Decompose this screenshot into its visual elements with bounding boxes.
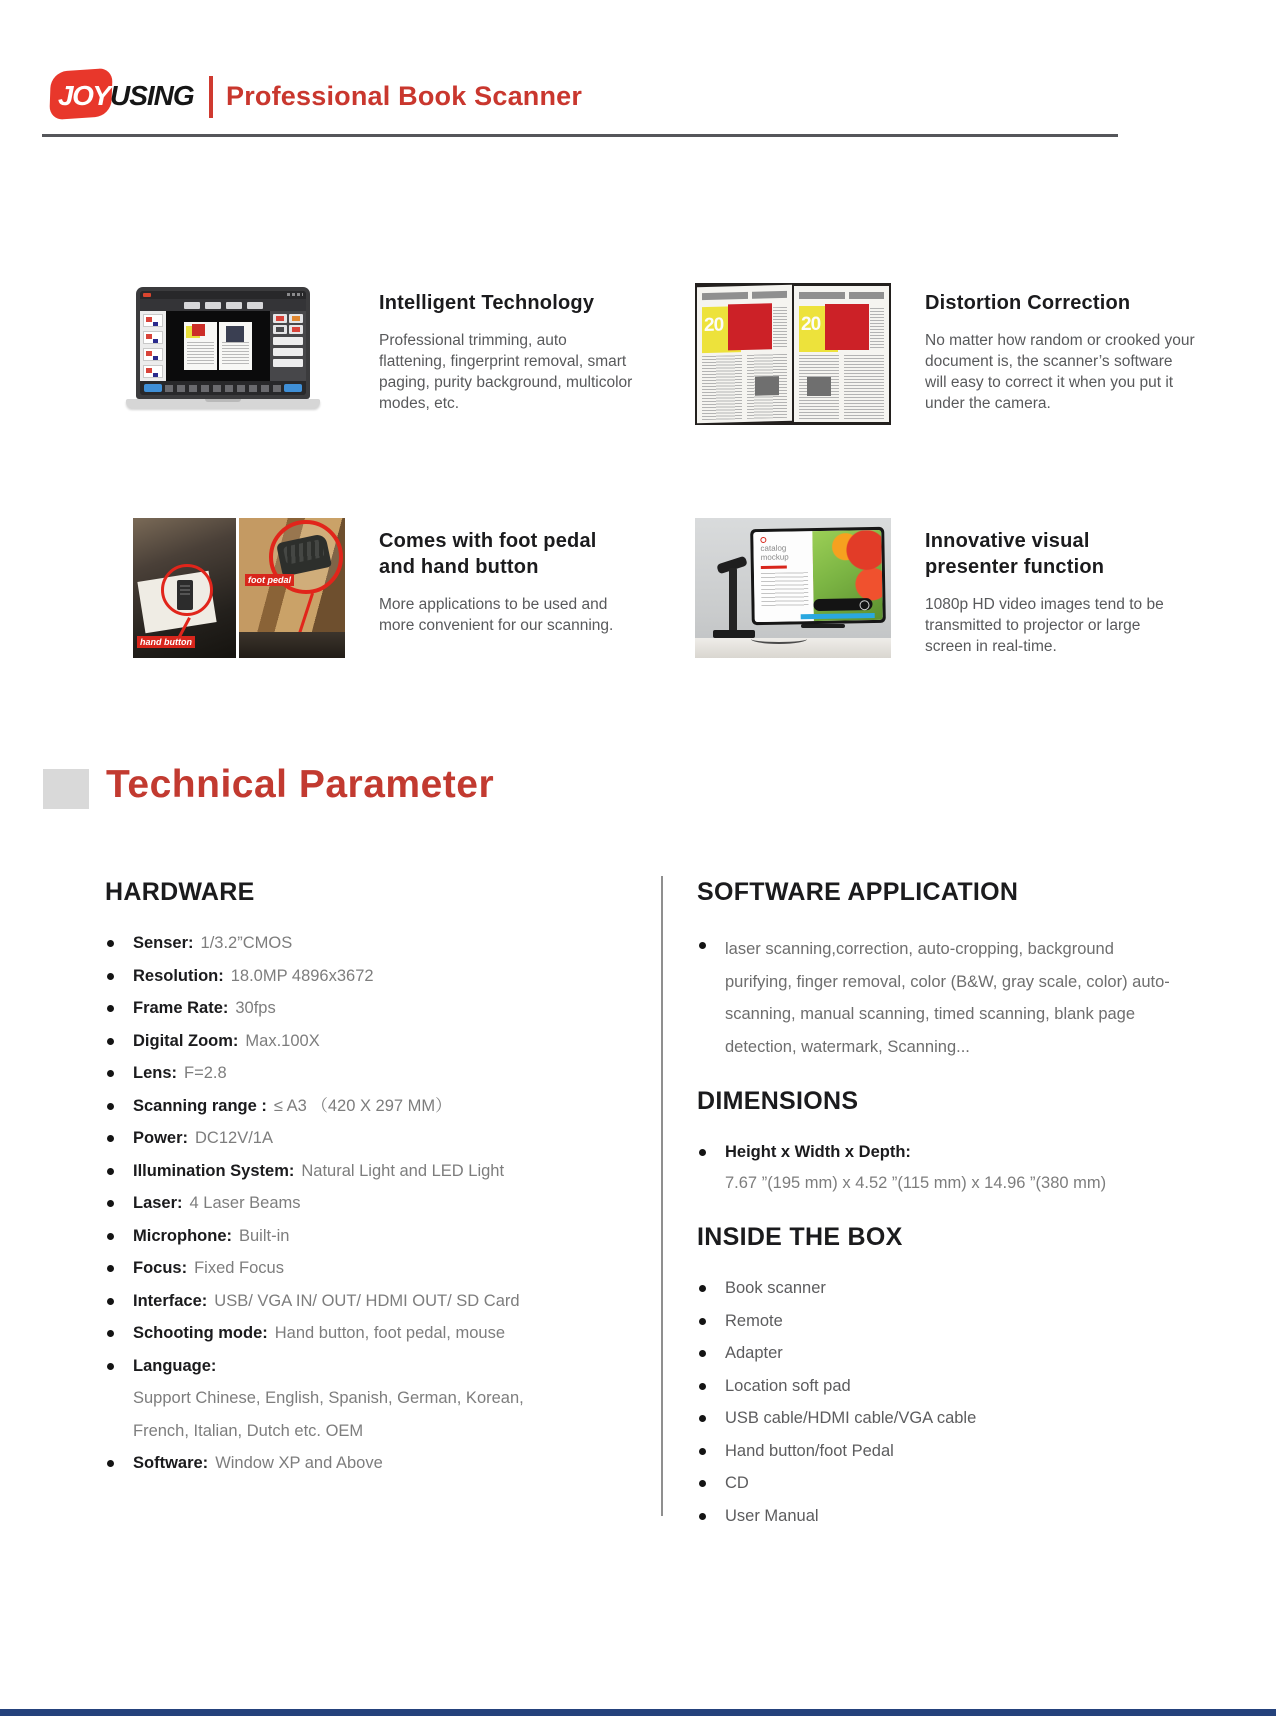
window-buttons-icon: [287, 293, 303, 296]
software-application-text: laser scanning,correction, auto-cropping, background purifying, finger removal, color (B&W, gray scale, color) auto-scanning, manual scanning, timed scanning, blank page detection, watermark, Scanning...: [725, 940, 1170, 1056]
feature-title: Comes with foot pedal and hand button: [379, 530, 597, 578]
hardware-list: [105, 933, 635, 1473]
header-separator-bar: [209, 76, 213, 118]
box-item: [697, 1376, 1177, 1396]
box-item: [697, 1473, 1177, 1493]
box-item-text: CD: [725, 1474, 749, 1492]
document-camera-arm: [729, 568, 737, 632]
magazine-left-page: [697, 285, 792, 423]
bullet-icon: [699, 1513, 706, 1520]
box-item: [697, 1311, 1177, 1331]
spec-value: DC12V/1A: [195, 1129, 273, 1147]
hardware-heading: HARDWARE: [105, 878, 255, 906]
bullet-icon: [699, 1415, 706, 1422]
bullet-icon: [107, 1363, 114, 1370]
spec-item: [105, 1161, 635, 1181]
spec-value: Built-in: [239, 1226, 290, 1245]
thumbnail-panel: [140, 311, 166, 381]
spec-item: [105, 998, 635, 1018]
feature-body: 1080p HD video images tend to be transmitted to projector or large screen in real-time.: [925, 596, 1164, 655]
foot-pedal-photo: [239, 518, 345, 658]
bullet-icon: [699, 1318, 706, 1325]
spec-value: USB/ VGA IN/ OUT/ HDMI OUT/ SD Card: [214, 1291, 520, 1310]
box-item: [697, 1506, 1177, 1526]
app-toolbar: [140, 299, 306, 311]
spec-value: ≤ A3 （420 X 297 MM）: [273, 1096, 452, 1115]
app-bottom-bar: [140, 381, 306, 395]
spec-label: Interface:: [133, 1291, 208, 1310]
bullet-icon: [107, 1200, 114, 1207]
callout-circle-icon: [161, 564, 213, 616]
feature-image-magazine-spread: [695, 283, 891, 425]
feature-distortion-correction: [925, 290, 1197, 414]
box-item-text: Book scanner: [725, 1279, 826, 1297]
spec-item: [105, 1258, 635, 1278]
software-application-item: [697, 933, 1177, 1063]
bullet-icon: [699, 1480, 706, 1487]
spec-value: 1/3.2”CMOS: [200, 934, 293, 952]
feature-image-visual-presenter: [695, 518, 891, 658]
bullet-icon: [107, 1135, 114, 1142]
spec-label: Resolution:: [133, 966, 224, 985]
bullet-icon: [107, 1070, 114, 1077]
dimensions-item: [697, 1142, 1177, 1162]
page-title: Professional Book Scanner: [226, 81, 583, 111]
spec-value: 18.0MP 4896x3672: [230, 966, 374, 985]
joyusing-logo-joy: JOY: [58, 80, 110, 111]
bullet-icon: [699, 1149, 706, 1156]
feature-body: More applications to be used and more convenient for our scanning.: [379, 596, 614, 634]
box-item: [697, 1278, 1177, 1298]
tools-panel: [270, 311, 306, 381]
bullet-icon: [107, 1168, 114, 1175]
spec-item: [105, 1128, 635, 1148]
box-item: [697, 1441, 1177, 1461]
box-item-text: User Manual: [725, 1506, 819, 1525]
spec-item: [105, 1453, 635, 1473]
magazine-numeral: 20: [704, 314, 724, 337]
feature-body: No matter how random or crooked your document is, the scanner’s software will easy to correct it when you put it under the camera.: [925, 332, 1195, 412]
laptop-base: [126, 399, 320, 408]
spec-item: [105, 966, 635, 986]
spec-label: Schooting mode:: [133, 1324, 268, 1342]
bullet-icon: [107, 1233, 114, 1240]
spec-label: Laser:: [133, 1194, 183, 1212]
spec-label: Lens:: [133, 1064, 178, 1082]
bullet-icon: [699, 1383, 706, 1390]
spec-value: Window XP and Above: [215, 1454, 383, 1472]
box-item-text: Adapter: [725, 1344, 783, 1362]
spec-label: Focus:: [133, 1259, 188, 1277]
bullet-icon: [699, 942, 706, 949]
screen-control-bar: [813, 598, 872, 611]
section-accent-square: [43, 769, 89, 809]
spec-item: [105, 1193, 635, 1213]
bullet-icon: [107, 973, 114, 980]
feature-intelligent-technology: [379, 290, 637, 414]
spec-extra-line: Support Chinese, English, Spanish, German, Korean,: [133, 1389, 524, 1407]
spec-item: [105, 1356, 635, 1376]
software-application-heading: SOFTWARE APPLICATION: [697, 878, 1019, 906]
spec-item: [105, 1031, 635, 1051]
dimensions-label: Height x Width x Depth:: [725, 1143, 911, 1161]
bullet-icon: [107, 1038, 114, 1045]
bullet-icon: [699, 1350, 706, 1357]
spec-label: Power:: [133, 1129, 189, 1147]
preview-area: [166, 311, 270, 381]
section-title: Technical Parameter: [106, 763, 495, 806]
bullet-icon: [107, 940, 114, 947]
spec-value: 4 Laser Beams: [189, 1194, 301, 1212]
bullet-icon: [699, 1285, 706, 1292]
spec-value: 30fps: [235, 999, 276, 1017]
hardware-column: [105, 878, 635, 1486]
box-item-text: Location soft pad: [725, 1376, 851, 1395]
bullet-icon: [107, 1103, 114, 1110]
magazine-right-page: [794, 286, 889, 422]
box-item: [697, 1343, 1177, 1363]
feature-title: Distortion Correction: [925, 292, 1131, 314]
spec-item: [105, 1096, 635, 1116]
foot-pedal-label: foot pedal: [245, 574, 294, 586]
dimensions-value: 7.67 ”(195 mm) x 4.52 ”(115 mm) x 14.96 ”(380 mm): [725, 1174, 1107, 1192]
box-item-text: USB cable/HDMI cable/VGA cable: [725, 1409, 977, 1427]
software-column: [697, 878, 1177, 1538]
feature-body: Professional trimming, auto flattening, fingerprint removal, smart paging, purity background, multicolor modes, etc.: [379, 332, 633, 412]
spec-item: [105, 933, 635, 953]
slide-logo-icon: [760, 537, 766, 543]
column-divider: [661, 876, 663, 1516]
spec-value: F=2.8: [184, 1064, 227, 1082]
spec-item: [105, 1291, 635, 1311]
joyusing-logo-using: USING: [110, 80, 194, 111]
box-item-text: Remote: [725, 1311, 783, 1330]
footer-bar: [0, 1709, 1276, 1716]
box-item: [697, 1408, 1177, 1428]
spec-label: Frame Rate:: [133, 999, 229, 1017]
spec-label: Illumination System:: [133, 1161, 295, 1180]
spec-value: Hand button, foot pedal, mouse: [274, 1324, 505, 1342]
box-item-text: Hand button/foot Pedal: [725, 1441, 894, 1460]
spec-label: Scanning range :: [133, 1096, 267, 1115]
spec-extra-line: French, Italian, Dutch etc. OEM: [133, 1421, 364, 1440]
catalog-slide: [753, 531, 813, 622]
bullet-icon: [107, 1265, 114, 1272]
slide-title: catalog mockup: [760, 543, 789, 562]
inside-the-box-list: [697, 1278, 1177, 1526]
spec-label: Senser:: [133, 934, 194, 952]
bullet-icon: [699, 1448, 706, 1455]
bullet-icon: [107, 1298, 114, 1305]
spec-item: [105, 1063, 635, 1083]
magazine-numeral: 20: [801, 314, 821, 335]
spec-label: Language:: [133, 1356, 217, 1375]
feature-visual-presenter: [925, 528, 1181, 657]
header-rule: [42, 134, 1118, 137]
feature-title: Intelligent Technology: [379, 292, 595, 314]
feature-image-pedal-button: [133, 518, 345, 658]
big-screen-tv: [750, 527, 886, 625]
dimensions-heading: DIMENSIONS: [697, 1087, 859, 1115]
laptop-screen: [136, 287, 310, 399]
spec-label: Software:: [133, 1454, 209, 1472]
document-camera-base: [713, 630, 755, 638]
hand-button-label: hand button: [137, 636, 195, 648]
hand-button-photo: [133, 518, 236, 658]
spec-value: Max.100X: [245, 1031, 320, 1050]
spec-value: Fixed Focus: [194, 1259, 284, 1277]
spec-label: Digital Zoom:: [133, 1031, 239, 1050]
inside-the-box-heading: INSIDE THE BOX: [697, 1223, 903, 1251]
feature-title: Innovative visual presenter function: [925, 530, 1105, 578]
bullet-icon: [107, 1330, 114, 1337]
bullet-icon: [107, 1005, 114, 1012]
spec-item: [105, 1323, 635, 1343]
spec-value: Natural Light and LED Light: [301, 1161, 505, 1180]
feature-pedal-button: [379, 528, 619, 636]
bullet-icon: [107, 1460, 114, 1467]
spec-item: [105, 1226, 635, 1246]
feature-image-software-ui: [126, 287, 320, 417]
spec-label: Microphone:: [133, 1226, 232, 1245]
app-logo-icon: [143, 293, 151, 297]
